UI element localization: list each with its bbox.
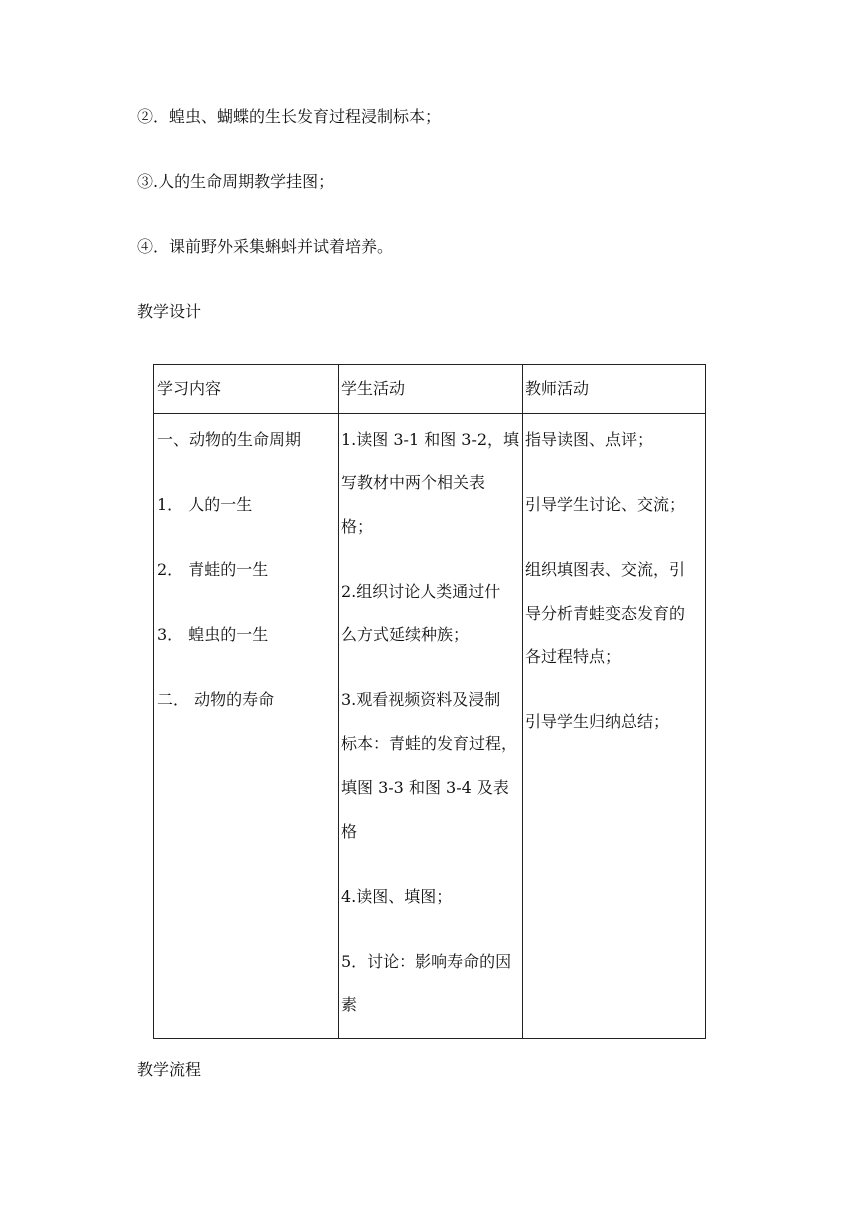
student-activity-line: 格； [341, 517, 374, 536]
material-item-4: ④．课前野外采集蝌蚪并试着培养。 [137, 237, 394, 256]
teacher-activity-line: 引导学生讨论、交流； [525, 495, 686, 514]
student-activity-line: 3.观看视频资料及浸制 [341, 690, 501, 709]
content-line: 二． 动物的寿命 [157, 690, 275, 709]
student-activity-line: 么方式延续种族； [341, 625, 470, 644]
material-item-2: ②．蝗虫、蝴蝶的生长发育过程浸制标本； [137, 107, 442, 126]
teacher-activity-line: 引导学生归纳总结； [525, 712, 670, 731]
student-activity-line: 写教材中两个相关表 [341, 473, 486, 492]
teacher-activity-line: 各过程特点； [525, 647, 622, 666]
column-divider [338, 365, 339, 1038]
header-teacher-activity: 教师活动 [525, 379, 590, 398]
teacher-activity-line: 导分析青蛙变态发育的 [525, 604, 686, 623]
content-line: 2． 青蛙的一生 [157, 560, 269, 579]
section-heading-teaching-flow: 教学流程 [137, 1060, 202, 1079]
student-activity-line: 素 [341, 995, 358, 1014]
student-activity-line: 格 [341, 822, 358, 841]
student-activity-line: 填图 3-3 和图 3-4 及表 [341, 778, 509, 797]
student-activity-line: 2.组织讨论人类通过什 [341, 582, 501, 601]
content-line: 一、动物的生命周期 [157, 430, 302, 449]
section-heading-teaching-design: 教学设计 [137, 302, 202, 321]
content-line: 1． 人的一生 [157, 495, 253, 514]
teaching-design-table [153, 364, 706, 1039]
student-activity-line: 4.读图、填图； [341, 887, 453, 906]
content-line: 3． 蝗虫的一生 [157, 625, 269, 644]
teacher-activity-line: 组织填图表、交流，引 [525, 560, 686, 579]
student-activity-line: 标本：青蛙的发育过程， [341, 734, 518, 753]
column-divider [522, 365, 523, 1038]
material-item-3: ③.人的生命周期教学挂图； [137, 172, 335, 191]
header-learning-content: 学习内容 [157, 379, 222, 398]
student-activity-line: 1.读图 3-1 和图 3-2，填 [341, 430, 520, 449]
header-divider [154, 413, 705, 414]
header-student-activity: 学生活动 [341, 379, 406, 398]
teacher-activity-line: 指导读图、点评； [525, 430, 654, 449]
student-activity-line: 5．讨论：影响寿命的因 [341, 952, 512, 971]
